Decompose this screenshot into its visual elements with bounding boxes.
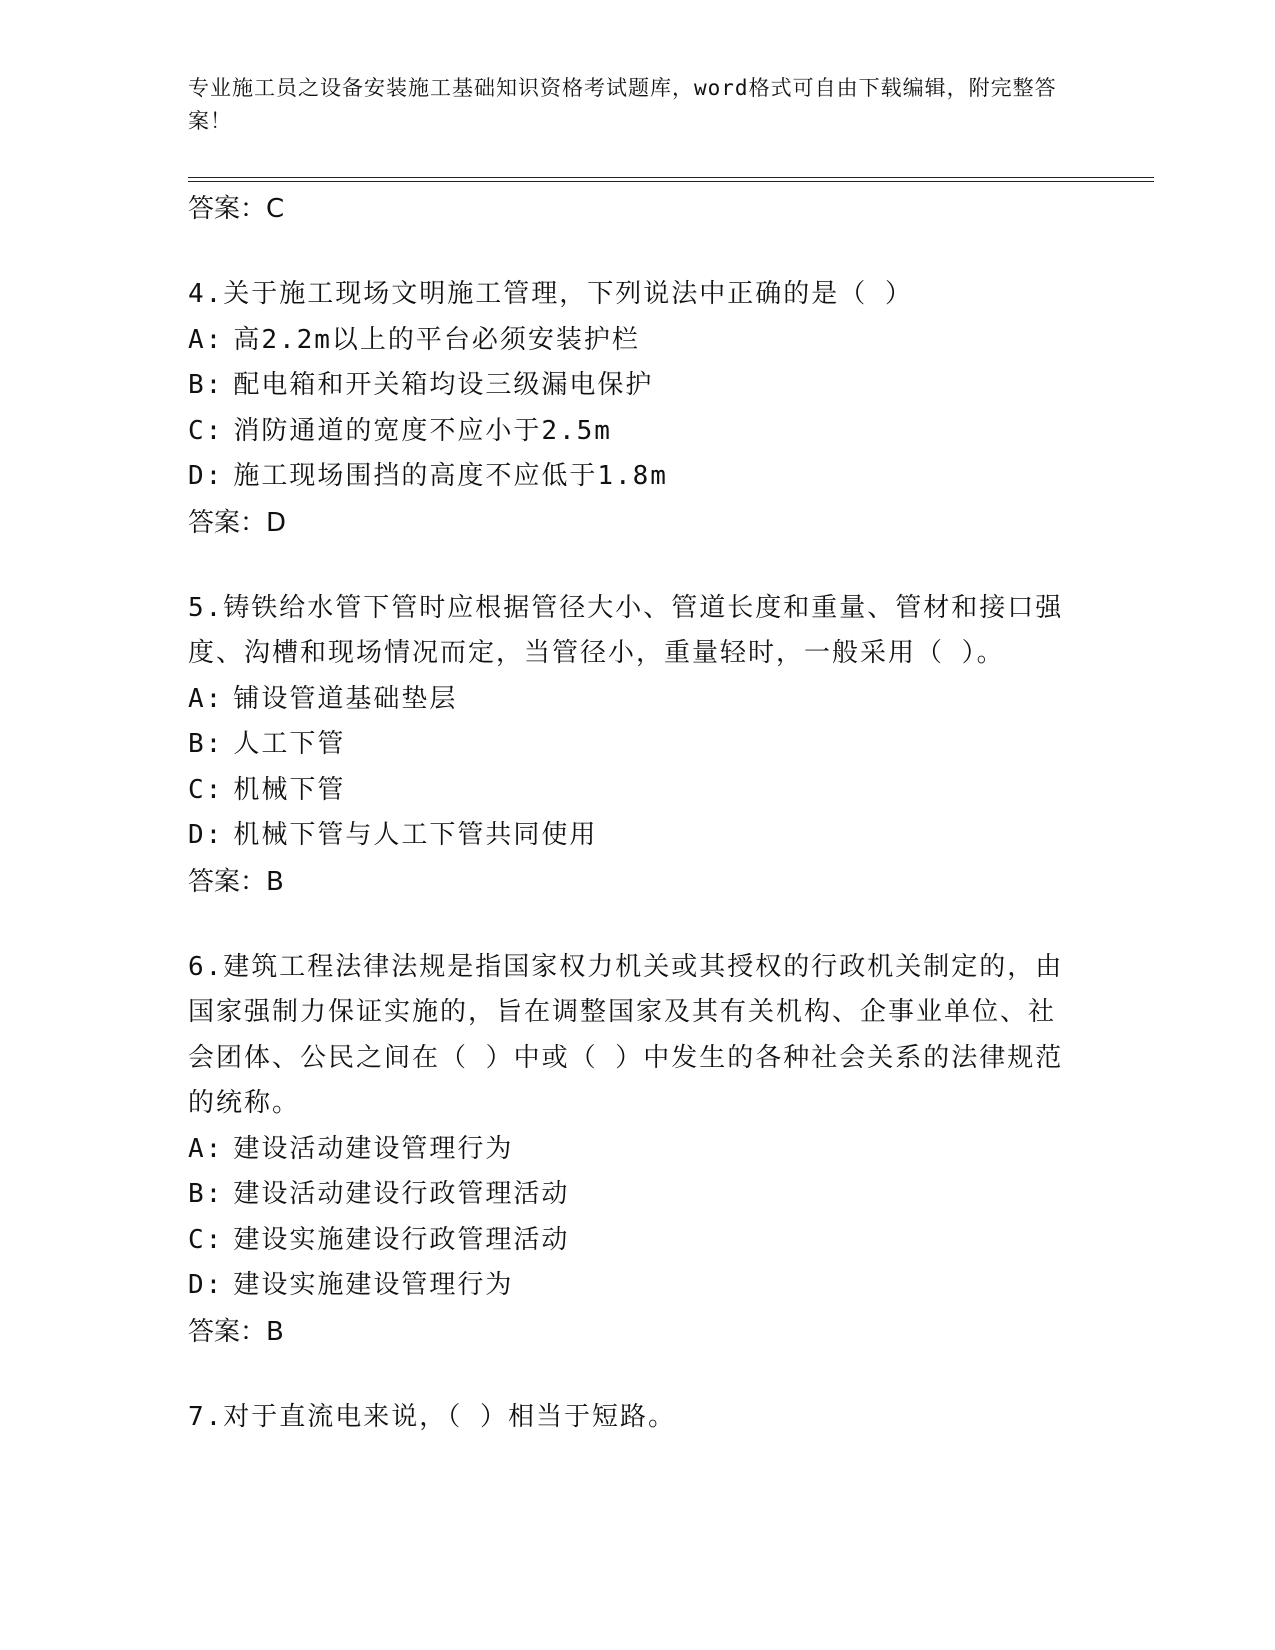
option-d: D: 建设实施建设管理行为 [188,1270,514,1300]
question-stem: 7.对于直流电来说，（ ）相当于短路。 [188,1401,676,1432]
answer-previous: 答案：C [188,194,285,224]
option-a: A: 高2.2m以上的平台必须安装护栏 [188,324,640,355]
option-c: C: 消防通道的宽度不应小于2.5m [188,415,612,446]
option-d: D: 机械下管与人工下管共同使用 [188,820,598,850]
option-d: D: 施工现场围挡的高度不应低于1.8m [188,461,668,491]
question-stem: 4.关于施工现场文明施工管理，下列说法中正确的是（ ） [188,279,913,309]
option-c: C: 机械下管 [188,774,346,805]
header-divider [188,177,1154,182]
option-a: A: 建设活动建设管理行为 [188,1133,514,1164]
question-5 [188,586,1068,905]
answer: 答案：B [188,1316,284,1347]
question-4 [188,272,1068,546]
option-b: B: 建设活动建设行政管理活动 [188,1179,570,1209]
answer: 答案：B [188,866,284,897]
answer: 答案：D [188,507,287,538]
option-b: B: 配电箱和开关箱均设三级漏电保护 [188,370,654,400]
question-stem: 6.建筑工程法律法规是指国家权力机关或其授权的行政机关制定的，由国家强制力保证实施的，旨在调整国家及其有关机构、企事业单位、社会团体、公民之间在（ ）中或（ ）中发生的各种社会关系的法律规范的统称。 [188,951,1064,1118]
page-header: 专业施工员之设备安装施工基础知识资格考试题库，word格式可自由下载编辑，附完整答案！ [188,76,1057,133]
option-b: B: 人工下管 [188,729,346,759]
option-c: C: 建设实施建设行政管理活动 [188,1224,570,1255]
question-6 [188,945,1068,1355]
question-content [188,186,1068,1440]
question-7 [188,1395,1068,1441]
question-stem: 5.铸铁给水管下管时应根据管径大小、管道长度和重量、管材和接口强度、沟槽和现场情况而定，当管径小，重量轻时，一般采用（ ）。 [188,592,1064,668]
option-a: A: 铺设管道基础垫层 [188,683,458,714]
